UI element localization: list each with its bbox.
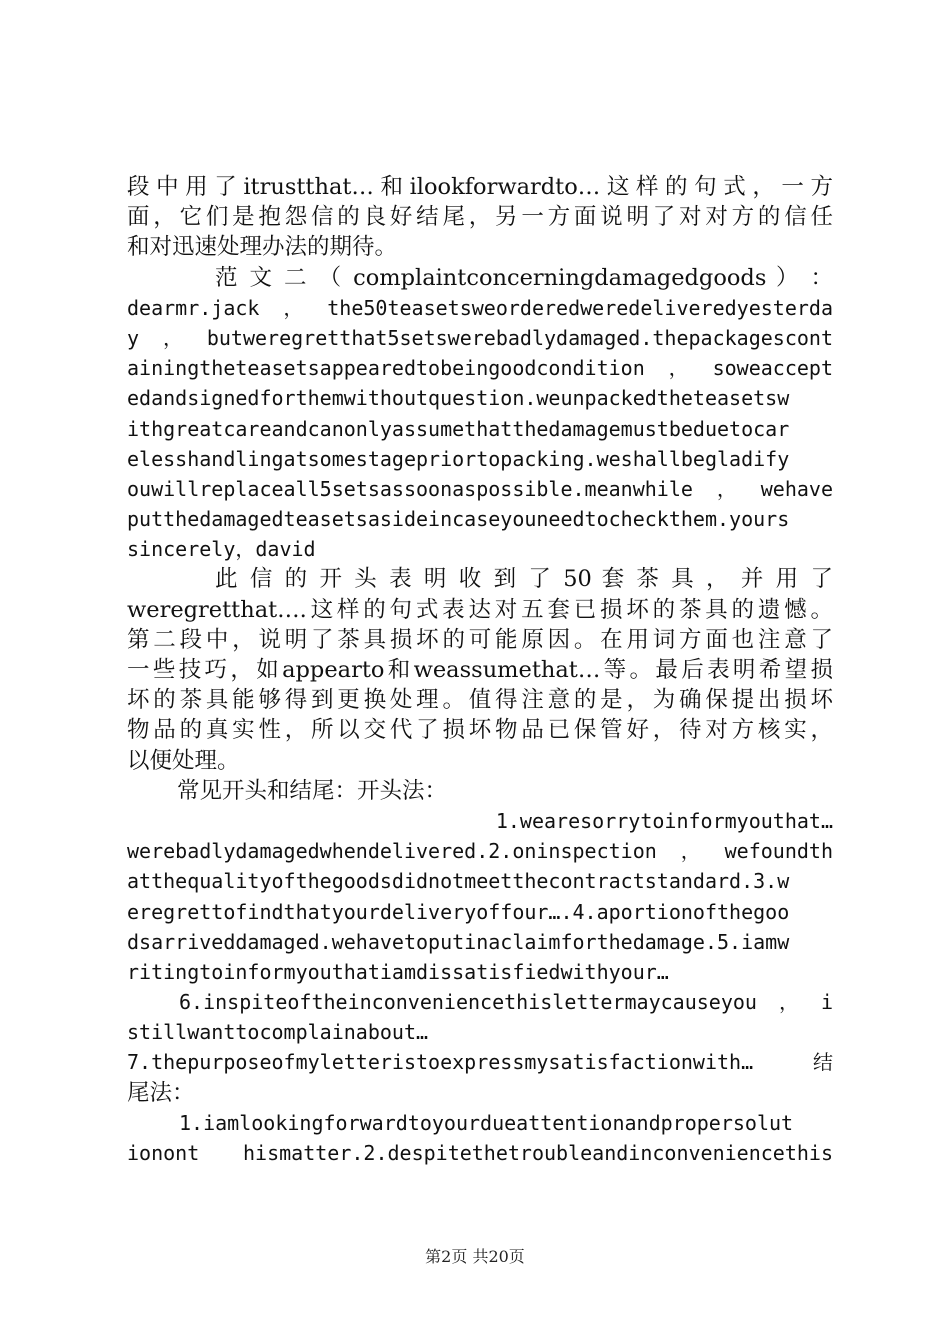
section-heading: 常见开头和结尾：开头法： <box>177 777 448 804</box>
text-line: ionont hismatter.2.despitethetroubleandinconveniencethis <box>127 1141 833 1165</box>
text-line: 此 信 的 开 头 表 明 收 到 了 50 套 茶 具 ， 并 用 了 <box>215 566 833 593</box>
text-line: ainingtheteasetsappearedtobeingoodcondition，soweaccept <box>127 356 833 381</box>
page-number: 第2页 共20页 <box>425 1247 525 1266</box>
text-line: ouwillreplaceall5setsassoonaspossible.meanwhile，wehave <box>127 476 833 501</box>
text-line: 第二段中，说明了茶具损坏的可能原因。在用词方面也注意了 <box>127 626 833 653</box>
text-line: dsarriveddamaged.wehavetoputinaclaimforthedamage.5.iamw <box>127 929 790 954</box>
text-line: putthedamagedteasetsasideincaseyouneedtocheckthem.yours <box>127 507 790 532</box>
text-line: ritingtoinformyouthatiamdissatisfiedwithyour… <box>127 959 669 984</box>
text-line: sincerely，david <box>127 537 316 562</box>
text-line: atthequalityofthegoodsdidnotmeetthecontractstandard.3.w <box>127 869 790 894</box>
list-item: 1.iamlookingforwardtoyourdueattentionandpropersolut <box>179 1110 794 1135</box>
section-heading: 尾法： <box>127 1079 195 1106</box>
text-line: 物品的真实性，所以交代了损坏物品已保管好，待对方核实， <box>127 717 833 744</box>
text-line: dearmr.jack，the50teasetsweorderedweredeliveredyesterda <box>127 295 833 320</box>
text-line: werebadlydamagedwhendelivered.2.oninspection，wefoundth <box>127 839 833 864</box>
text-line: 以便处理。 <box>127 747 240 774</box>
text-line: 面，它们是抱怨信的良好结尾，另一方面说明了对对方的信任 <box>127 204 833 231</box>
text-line: weregretthat….这样的句式表达对五套已损坏的茶具的遗憾。 <box>127 596 833 623</box>
text-line: ithgreatcareandcanonlyassumethatthedamagemustbeduetocar <box>127 416 790 441</box>
list-item: 7.thepurposeofmyletteristoexpressmysatisfactionwith…结 <box>127 1050 833 1075</box>
text-line: 坏的茶具能够得到更换处理。值得注意的是，为确保提出损坏 <box>127 687 833 714</box>
document-body <box>127 172 833 1168</box>
text-line: 和对迅速处理办法的期待。 <box>127 234 398 261</box>
list-item: 6.inspiteoftheinconveniencethislettermaycauseyou，i <box>179 990 833 1015</box>
text-line: edandsignedforthemwithoutquestion.weunpackedtheteasetsw <box>127 386 790 411</box>
text-line: 一些技巧，如appearto和weassumethat…等。最后表明希望损 <box>127 657 833 683</box>
sample-heading: 范 文 二 （ complaintconcerningdamagedgoods ） ： <box>215 264 833 291</box>
text-line: stillwanttocomplainabout… <box>127 1020 429 1045</box>
text-line: elesshandlingatsomestagepriortopacking.weshallbegladify <box>127 446 790 471</box>
list-item: 1.wearesorrytoinformyouthat… <box>495 808 833 833</box>
text-line: y，butweregretthat5setswerebadlydamaged.thepackagescont <box>127 325 833 350</box>
text-line: eregrettofindthatyourdeliveryoffour….4.aportionofthegoo <box>127 899 790 924</box>
text-line: 段中用了itrustthat…和ilookforwardto…这样的句式，一方 <box>127 174 833 200</box>
